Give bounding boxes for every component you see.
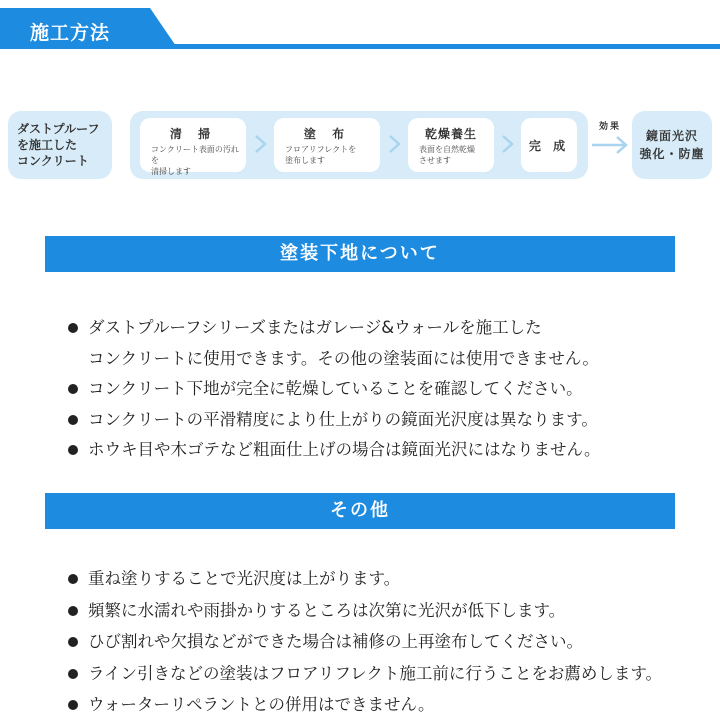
flow-result-line: 強化・防塵 xyxy=(639,147,705,161)
step-desc-line: 塗布します xyxy=(285,156,325,165)
step-title: 乾燥養生 xyxy=(424,127,477,141)
list-item xyxy=(68,689,662,721)
bullet-icon xyxy=(68,574,78,584)
bullet-icon xyxy=(68,637,78,647)
step-title: 清 掃 xyxy=(169,127,217,141)
list-item-text: ライン引きなどの塗装はフロアリフレクト施工前に行うことをお薦めします。 xyxy=(88,663,663,683)
list-item xyxy=(68,595,662,627)
list-item xyxy=(68,405,601,436)
bullet-icon xyxy=(68,384,78,394)
list-item xyxy=(68,313,601,374)
list-item-text: ひび割れや欠損などができた場合は補修の上再塗布してください。 xyxy=(88,632,583,651)
other-notes-list xyxy=(68,563,662,721)
step-coating xyxy=(274,118,380,172)
step-desc xyxy=(285,144,374,166)
step-complete xyxy=(521,118,577,172)
list-item xyxy=(68,658,662,690)
chevron-right-icon xyxy=(250,133,272,155)
flow-start-line: を施工した xyxy=(17,138,78,152)
flow-result-text xyxy=(632,127,712,163)
list-item xyxy=(68,563,662,595)
flow-result-line: 鏡面光沢 xyxy=(645,129,698,143)
list-item-text: 頻繁に水濡れや雨掛かりするところは次第に光沢が低下します。 xyxy=(88,600,566,620)
bullet-icon xyxy=(68,669,78,679)
flow-start-line: コンクリート xyxy=(17,154,89,168)
bullet-icon xyxy=(68,700,78,710)
list-item xyxy=(68,435,601,466)
list-item-text: コンクリートの平滑精度により仕上がりの鏡面光沢度は異なります。 xyxy=(88,409,598,429)
step-desc-line: 表面を自然乾燥 xyxy=(419,145,475,154)
page-title: 施工方法 xyxy=(30,22,111,44)
step-desc-line: 清掃します xyxy=(151,167,191,176)
step-desc-line: させます xyxy=(419,156,451,165)
effect-label: 効果 xyxy=(598,122,621,132)
substrate-notes-list xyxy=(68,313,601,466)
bullet-icon xyxy=(68,323,78,333)
step-cleaning xyxy=(140,118,246,176)
step-curing xyxy=(408,118,494,172)
list-item xyxy=(68,374,601,405)
arrow-right-icon xyxy=(590,133,630,157)
list-item-text: 重ね塗りすることで光沢度は上がります。 xyxy=(88,569,401,588)
list-item-text: ウォーターリペラントとの併用はできません。 xyxy=(88,695,435,714)
step-desc-line: フロアリフレクトを xyxy=(285,145,357,154)
flow-start-line: ダストプルーフ xyxy=(17,122,100,136)
list-item-text: コンクリート下地が完全に乾燥していることを確認してください。 xyxy=(88,379,583,398)
bullet-icon xyxy=(68,415,78,425)
step-title: 完 成 xyxy=(528,139,570,153)
list-item-text: ホウキ目や木ゴテなど粗面仕上げの場合は鏡面光沢にはなりません。 xyxy=(88,440,601,459)
chevron-right-icon xyxy=(497,133,519,155)
step-title: 塗 布 xyxy=(303,127,351,141)
step-desc xyxy=(419,144,488,166)
list-item xyxy=(68,626,662,658)
list-item-line: コンクリートに使用できます。その他の塗装面には使用できません。 xyxy=(88,348,599,368)
section-heading-other: その他 xyxy=(45,493,675,529)
step-desc xyxy=(151,144,240,177)
chevron-right-icon xyxy=(384,133,406,155)
step-desc-line: コンクリート表面の汚れを xyxy=(151,145,239,165)
bullet-icon xyxy=(68,445,78,455)
flow-start-text xyxy=(17,121,117,169)
section-heading-substrate: 塗装下地について xyxy=(45,236,675,272)
bullet-icon xyxy=(68,606,78,616)
list-item-line: ダストプルーフシリーズまたはガレージ&ウォールを施工した xyxy=(88,318,542,337)
